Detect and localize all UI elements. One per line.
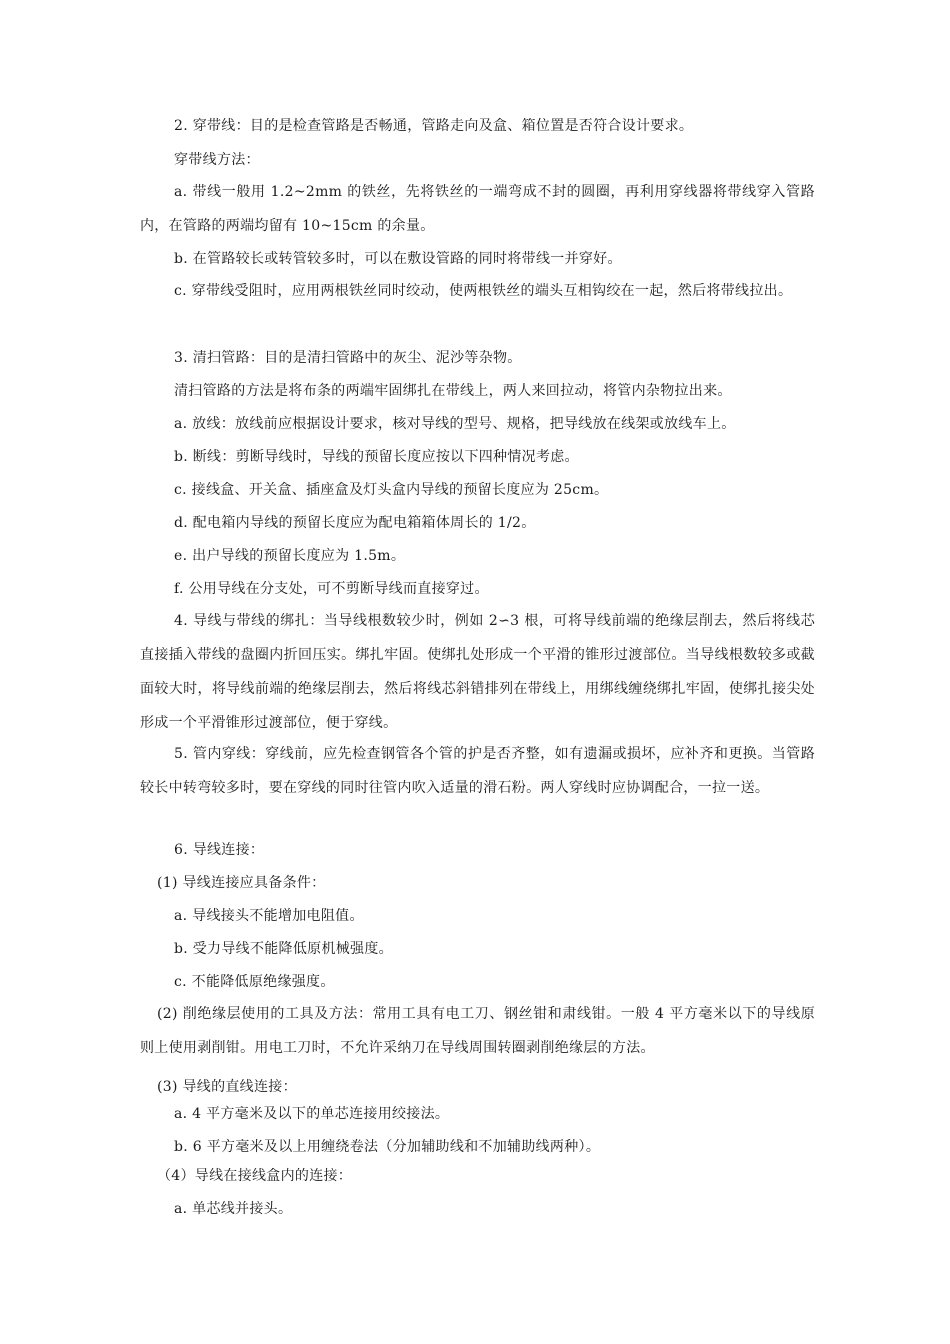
paragraph-threading-method: 穿带线方法：	[174, 152, 260, 168]
paragraph-pay-off-wire: a. 放线：放线前应根据设计要求，核对导线的型号、规格，把导线放在线架或放线车上。	[174, 416, 736, 432]
paragraph-cut-wire: b. 断线：剪断导线时，导线的预留长度应按以下四种情况考虑。	[174, 449, 579, 465]
paragraph-step-4-binding: 4. 导线与带线的绑扎：当导线根数较少时，例如 2∽3 根，可将导线前端的绝缘层削去，然后将线芯直接插入带线的盘圈内折回压实。绑扎牢固。使绑扎处形成一个平滑的锥形过渡部位。当导线根数较多或截面较大时，将导线前端的绝缘层削去，然后将线芯斜错排列在带线上，用绑线缠绕绑扎牢固，使绑扎接尖处形成一个平滑锥形过渡部位，便于穿线。	[140, 613, 815, 731]
paragraph-step-2-threading: 2. 穿带线：目的是检查管路是否畅通，管路走向及盒、箱位置是否符合设计要求。	[174, 118, 694, 134]
paragraph-box-reserve-length: c. 接线盒、开关盒、插座盒及灯头盒内导线的预留长度应为 25cm。	[174, 482, 609, 498]
paragraph-junction-box-connection: （4）导线在接线盒内的连接：	[157, 1168, 353, 1184]
paragraph-cleaning-method: 清扫管路的方法是将布条的两端牢固绑扎在带线上，两人来回拉动，将管内杂物拉出来。	[174, 383, 732, 399]
paragraph-condition-b: b. 受力导线不能降低原机械强度。	[174, 941, 393, 957]
paragraph-panel-reserve-length: d. 配电箱内导线的预留长度应为配电箱箱体周长的 1/2。	[174, 515, 536, 531]
paragraph-threading-b: b. 在管路较长或转管较多时，可以在敷设管路的同时将带线一并穿好。	[174, 251, 622, 267]
paragraph-straight-connection: (3) 导线的直线连接：	[157, 1079, 297, 1095]
paragraph-straight-b: b. 6 平方毫米及以上用缠绕卷法（分加辅助线和不加辅助线两种）。	[174, 1139, 601, 1155]
paragraph-straight-a: a. 4 平方毫米及以下的单芯连接用绞接法。	[174, 1106, 450, 1122]
paragraph-shared-wire-branch: f. 公用导线在分支处，可不剪断导线而直接穿过。	[174, 581, 489, 597]
paragraph-step-5-pulling: 5. 管内穿线：穿线前，应先检查钢管各个管的护是否齐整，如有遗漏或损坏，应补齐和更换。当管路较长中转弯较多时，要在穿线的同时往管内吹入适量的滑石粉。两人穿线时应协调配合，一拉一送。	[140, 746, 815, 796]
paragraph-step-6-connection: 6. 导线连接：	[174, 842, 265, 858]
paragraph-threading-c: c. 穿带线受阻时，应用两根铁丝同时绞动，使两根铁丝的端头互相钩绞在一起，然后将带线拉出。	[174, 283, 793, 299]
paragraph-outdoor-reserve-length: e. 出户导线的预留长度应为 1.5m。	[174, 548, 406, 564]
paragraph-stripping-tools: (2) 削绝缘层使用的工具及方法：常用工具有电工刀、钢丝钳和肃线钳。一般 4 平方毫米以下的导线原则上使用剥削钳。用电工刀时，不允许采纳刀在导线周围转圈剥削绝缘层的方法。	[140, 1006, 815, 1056]
paragraph-condition-a: a. 导线接头不能增加电阻值。	[174, 908, 364, 924]
paragraph-condition-c: c. 不能降低原绝缘强度。	[174, 974, 335, 990]
paragraph-junction-a: a. 单芯线并接头。	[174, 1201, 293, 1217]
paragraph-connection-conditions: (1) 导线连接应具备条件：	[157, 875, 326, 891]
paragraph-step-3-cleaning: 3. 清扫管路：目的是清扫管路中的灰尘、泥沙等杂物。	[174, 350, 522, 366]
paragraph-threading-a: a. 带线一般用 1.2~2mm 的铁丝，先将铁丝的一端弯成不封的圆圈，再利用穿线器将带线穿入管路内，在管路的两端均留有 10~15cm 的余量。	[140, 184, 815, 234]
